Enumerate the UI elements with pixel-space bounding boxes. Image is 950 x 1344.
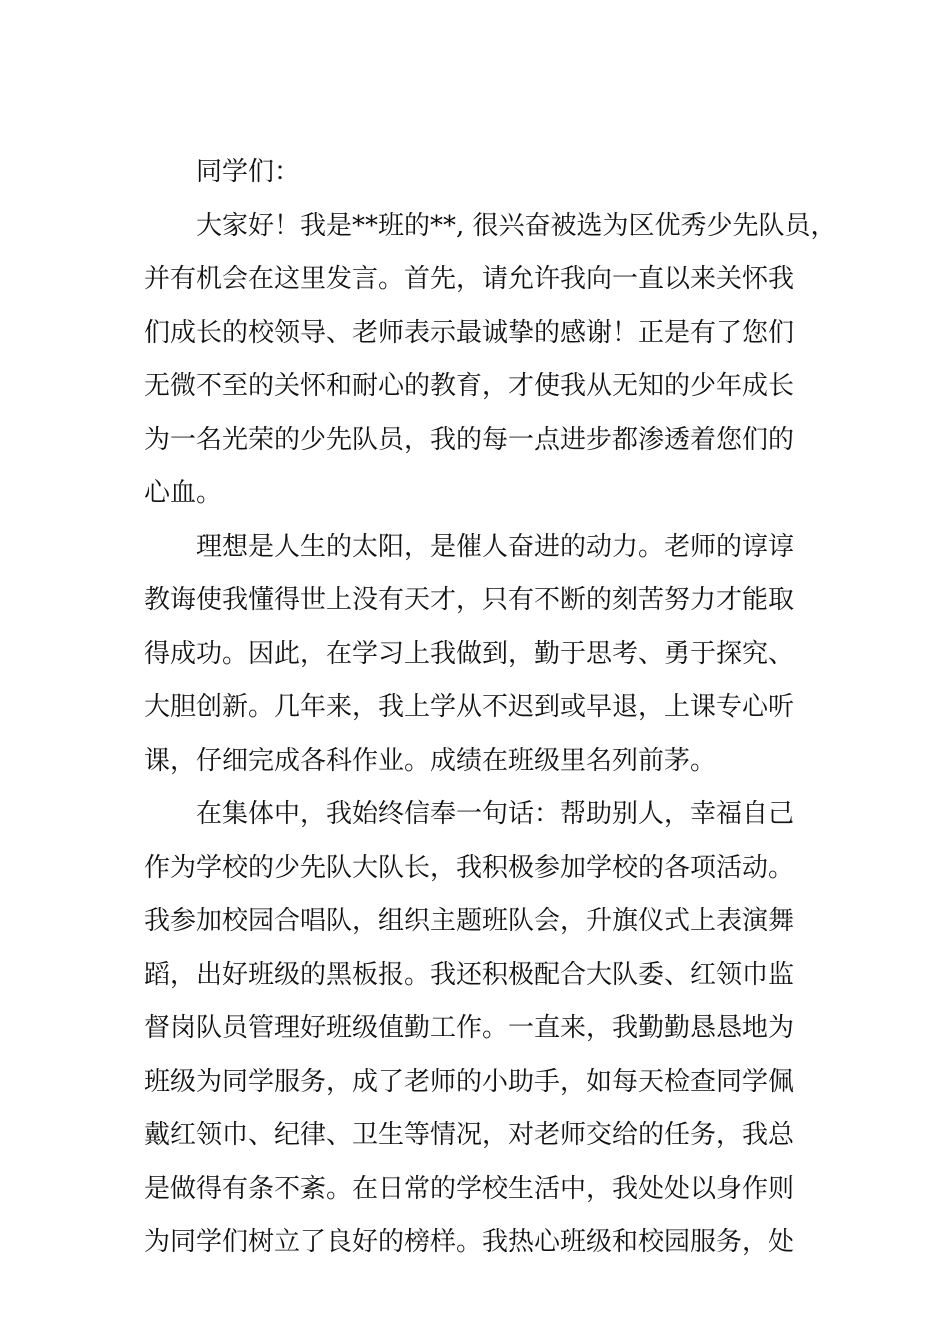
paragraph-3-line-7: 戴红领巾、纪律、卫生等情况，对老师交给的任务，我总 — [144, 1120, 795, 1150]
speech-text — [144, 150, 837, 1274]
paragraph-1-line-2: 并有机会在这里发言。首先，请允许我向一直以来关怀我 — [144, 264, 795, 294]
paragraph-3-line-2: 作为学校的少先队大队长，我积极参加学校的各项活动。 — [144, 852, 795, 883]
paragraph-2-line-5: 课，仔细完成各科作业。成绩在班级里名列前茅。 — [144, 745, 717, 776]
paragraph-3-line-9: 为同学们树立了良好的榜样。我热心班级和校园服务，处 — [144, 1227, 795, 1257]
paragraph-1-line-1: 大家好！我是**班的**, 很兴奋被选为区优秀少先队员， — [196, 210, 837, 241]
paragraph-2-line-4: 大胆创新。几年来，我上学从不迟到或早退，上课专心听 — [144, 692, 795, 722]
paragraph-3-line-5: 督岗队员管理好班级值勤工作。一直来，我勤勤恳恳地为 — [144, 1013, 795, 1043]
paragraph-1-line-3: 们成长的校领导、老师表示最诚挚的感谢！正是有了您们 — [144, 317, 795, 348]
paragraph-1-line-5: 为一名光荣的少先队员，我的每一点进步都渗透着您们的 — [144, 424, 795, 455]
paragraph-3-line-1: 在集体中，我始终信奉一句话：帮助别人，幸福自己 — [196, 799, 795, 829]
paragraph-2-line-1: 理想是人生的太阳，是催人奋进的动力。老师的谆谆 — [196, 531, 795, 562]
paragraph-3-line-8: 是做得有条不紊。在日常的学校生活中，我处处以身作则 — [144, 1173, 795, 1204]
paragraph-3-line-6: 班级为同学服务，成了老师的小助手，如每天检查同学佩 — [144, 1066, 795, 1097]
paragraph-3-line-4: 蹈，出好班级的黑板报。我还积极配合大队委、红领巾监 — [144, 959, 795, 990]
paragraph-2-line-3: 得成功。因此，在学习上我做到，勤于思考、勇于探究、 — [144, 638, 795, 669]
paragraph-2-line-2: 教诲使我懂得世上没有天才，只有不断的刻苦努力才能取 — [144, 585, 795, 615]
greeting-line: 同学们： — [196, 157, 301, 187]
paragraph-3-line-3: 我参加校园合唱队，组织主题班队会，升旗仪式上表演舞 — [144, 906, 795, 936]
paragraph-1-line-6: 心血。 — [144, 478, 223, 508]
paragraph-1-line-4: 无微不至的关怀和耐心的教育，才使我从无知的少年成长 — [144, 371, 795, 401]
